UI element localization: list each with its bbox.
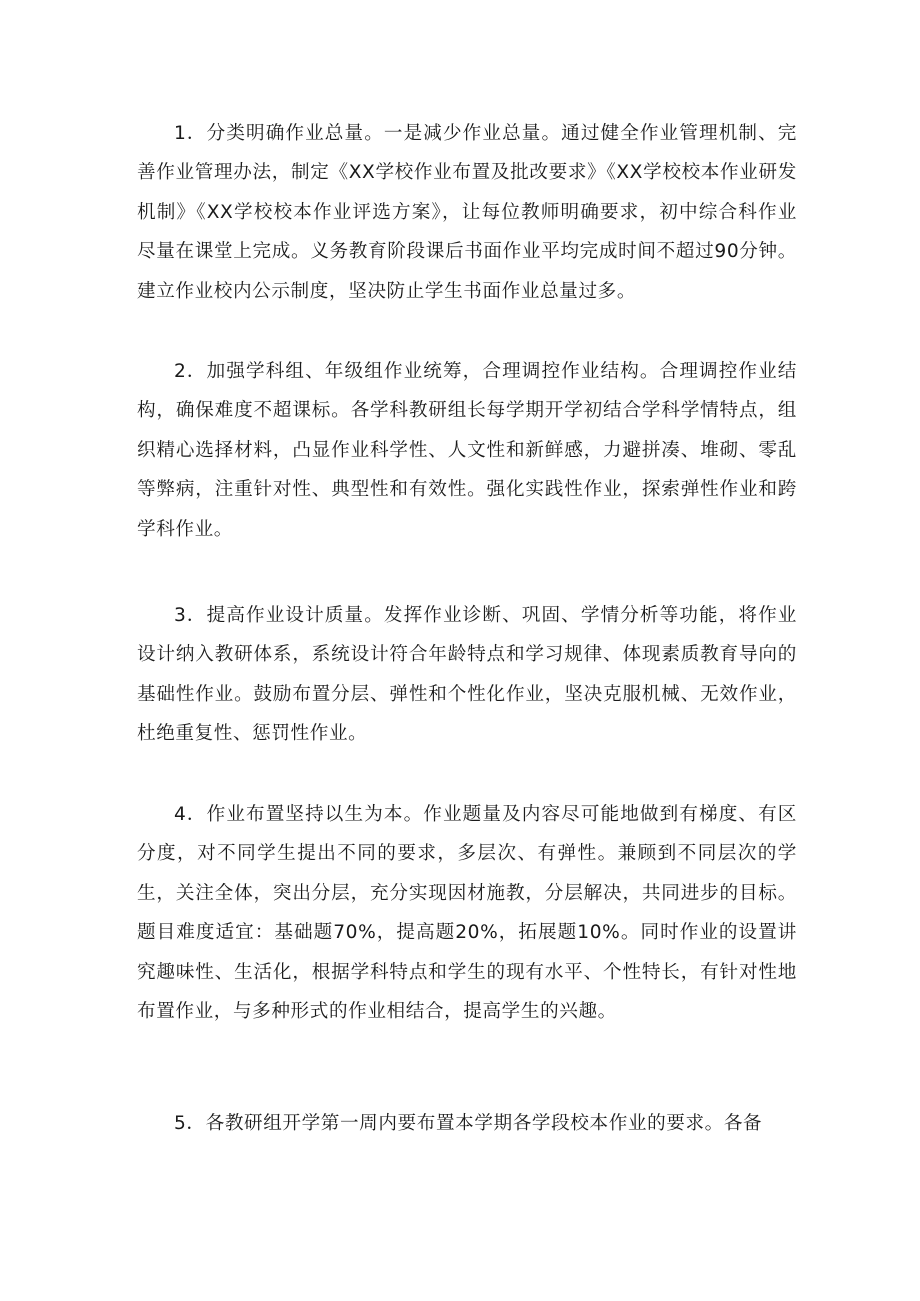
paragraph-3: 3．提高作业设计质量。发挥作业诊断、巩固、学情分析等功能，将作业设计纳入教研体系，系统设计符合年龄特点和学习规律、体现素质教育导向的基础性作业。鼓励布置分层、弹性和个性化作业，坚决克服机械、无效作业，杜绝重复性、惩罚性作业。 — [137, 605, 797, 745]
paragraph-5: 5．各教研组开学第一周内要布置本学期各学段校本作业的要求。各备 — [174, 1113, 763, 1134]
paragraph-1: 1．分类明确作业总量。一是减少作业总量。通过健全作业管理机制、完善作业管理办法，制定《XX学校作业布置及批改要求》《XX学校校本作业研发机制》《XX学校校本作业评选方案》，让每位教师明确要求，初中综合科作业尽量在课堂上完成。义务教育阶段课后书面作业平均完成时间不超过90分钟。建立作业校内公示制度，坚决防止学生书面作业总量过多。 — [137, 123, 797, 302]
paragraph-2: 2．加强学科组、年级组作业统筹，合理调控作业结构。合理调控作业结构，确保难度不超课标。各学科教研组长每学期开学初结合学科学情特点，组织精心选择材料，凸显作业科学性、人文性和新鲜感，力避拼凑、堆砌、零乱等弊病，注重针对性、典型性和有效性。强化实践性作业，探索弹性作业和跨学科作业。 — [137, 361, 797, 540]
paragraph-4: 4．作业布置坚持以生为本。作业题量及内容尽可能地做到有梯度、有区分度，对不同学生提出不同的要求，多层次、有弹性。兼顾到不同层次的学生，关注全体，突出分层，充分实现因材施教，分层解决，共同进步的目标。题目难度适宜：基础题70%，提高题20%，拓展题10%。同时作业的设置讲究趣味性、生活化，根据学科特点和学生的现有水平、个性特长，有针对性地布置作业，与多种形式的作业相结合，提高学生的兴趣。 — [137, 804, 797, 1023]
